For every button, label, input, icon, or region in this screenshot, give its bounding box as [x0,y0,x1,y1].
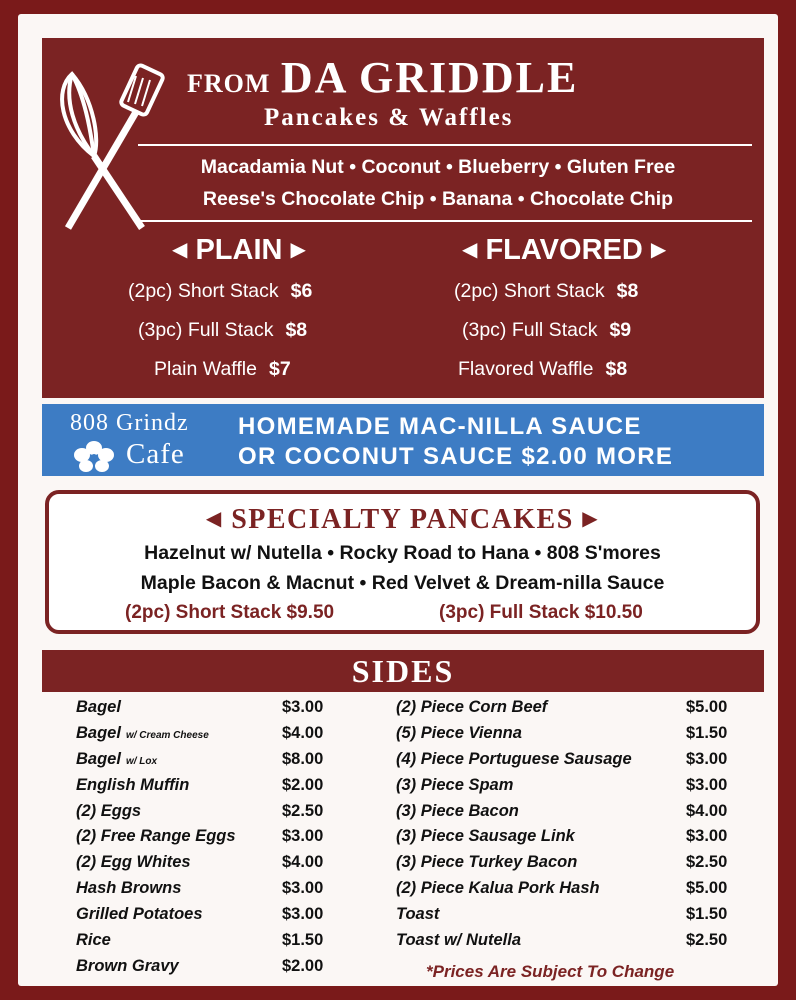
side-item-name: (2) Piece Kalua Pork Hash [396,879,600,898]
side-item-name [76,853,191,872]
left-arrow-icon: ◀ [205,508,223,530]
side-item-name [76,698,121,717]
side-item-price: $3.00 [282,879,324,898]
side-item-price: $5.00 [686,879,728,898]
side-item [396,724,740,750]
side-item-name: (4) Piece Portuguese Sausage [396,749,632,768]
side-item [396,879,740,905]
flavored-item [454,280,638,303]
side-item-price: $3.00 [686,749,728,768]
specialty-section [45,490,760,634]
side-item-price: $5.00 [686,698,728,716]
item-price: $8 [616,280,639,302]
side-item [76,853,338,879]
side-item [396,827,740,853]
plain-heading [172,234,306,267]
side-item [76,931,338,957]
item-price: $8 [285,319,308,341]
side-item-label: (2) Eggs [76,801,142,820]
side-item-name [76,827,236,846]
side-item-detail: w/ Cream Cheese [125,729,209,741]
grindz-cafe-logo [70,410,220,472]
banner-line-2: OR COCONUT SAUCE $2.00 MORE [238,443,674,470]
left-arrow-icon: ◀ [462,239,478,261]
side-item [76,879,338,905]
divider [138,220,752,222]
side-item-name: (3) Piece Spam [396,775,514,794]
side-item-name: (2) Piece Corn Beef [396,698,548,716]
side-item-name: Toast w/ Nutella [396,931,521,950]
side-item-name [76,957,179,976]
item-price: $8 [605,358,628,380]
side-item-price: $2.50 [686,931,728,950]
side-item-price: $2.00 [282,775,324,794]
side-item-name [76,879,181,898]
side-item-label: Grilled Potatoes [76,905,203,924]
item-name: (2pc) Short Stack [128,280,279,302]
side-item-price: $8.00 [282,749,324,768]
flavored-heading-label: FLAVORED [485,234,643,266]
side-item-price: $2.00 [282,956,324,975]
side-item-label: (2) Egg Whites [76,853,191,872]
plain-item [138,319,307,342]
side-item [396,776,740,802]
side-item-price: $3.00 [282,827,324,846]
side-item-price: $2.50 [686,853,728,872]
side-item-name: (3) Piece Bacon [396,801,519,820]
side-item-name [76,750,157,769]
side-item [76,750,338,776]
divider [138,144,752,146]
griddle-section [42,38,764,398]
side-item [76,698,338,724]
griddle-title-row [187,52,578,103]
side-item-name [76,931,111,950]
side-item [396,853,740,879]
side-item-name: (3) Piece Turkey Bacon [396,853,578,872]
item-name: Flavored Waffle [458,358,594,380]
specialty-line-2: Maple Bacon & Macnut • Red Velvet & Dream-nilla Sauce [140,572,665,594]
side-item-price: $4.00 [686,801,728,820]
side-item-price: $4.00 [282,853,324,872]
specialty-line-1: Hazelnut w/ Nutella • Rocky Road to Hana • 808 S'mores [144,542,661,564]
griddle-title: DA GRIDDLE [280,53,579,102]
from-label: FROM [187,69,271,98]
item-name: (2pc) Short Stack [454,280,605,302]
side-item [76,827,338,853]
flavors-line-2: Reese's Chocolate Chip • Banana • Chocolate Chip [202,188,674,210]
item-price: $9 [609,319,632,341]
specialty-title-label: SPECIALTY PANCAKES [231,504,574,535]
side-item-label: Bagel [76,698,121,716]
side-item-label: (2) Free Range Eggs [76,827,236,846]
side-item [76,905,338,931]
side-item-name: Toast [396,905,440,924]
flavored-heading [462,234,666,267]
sauce-banner [42,404,764,476]
side-item [76,776,338,802]
side-item [396,905,740,931]
side-item [396,750,740,776]
left-arrow-icon: ◀ [172,239,188,261]
side-item-name: (5) Piece Vienna [396,723,522,742]
right-arrow-icon: ▶ [290,239,306,261]
side-item [76,957,338,983]
side-item-price: $4.00 [282,723,324,742]
item-name: Plain Waffle [154,358,257,380]
item-name: (3pc) Full Stack [138,319,274,341]
plain-heading-label: PLAIN [195,234,283,266]
logo-top-text: 808 Grindz [70,410,189,436]
flavors-line-1: Macadamia Nut • Coconut • Blueberry • Gluten Free [200,156,676,178]
item-name: (3pc) Full Stack [462,319,598,341]
side-item-price: $3.00 [282,698,324,716]
right-arrow-icon: ▶ [650,239,667,261]
side-item [76,802,338,828]
side-item-name [76,802,141,821]
side-item [396,802,740,828]
hibiscus-icon [74,440,114,472]
side-item-price: $1.50 [686,905,728,924]
specialty-title [49,504,756,536]
side-item-name [76,724,209,743]
sides-left-column [76,698,338,983]
logo-bottom-text: Cafe [126,438,185,470]
side-item-name [76,905,203,924]
side-item-price: $3.00 [686,775,728,794]
side-item [76,724,338,750]
banner-line-1: HOMEMADE MAC-NILLA SAUCE [238,413,642,440]
sides-right-column [396,698,740,957]
flavored-item [458,358,627,381]
item-price: $7 [268,358,291,380]
item-price: $6 [290,280,313,302]
side-item-price: $1.50 [282,931,324,950]
specialty-full-stack: (3pc) Full Stack $10.50 [439,602,643,623]
griddle-subtitle: Pancakes & Waffles [264,104,514,131]
sides-heading: SIDES [42,650,764,692]
side-item-label: English Muffin [76,775,190,794]
side-item-name: (3) Piece Sausage Link [396,827,575,846]
specialty-short-stack: (2pc) Short Stack $9.50 [125,602,335,623]
side-item-price: $3.00 [282,905,324,924]
side-item-price: $1.50 [686,723,728,742]
price-note: *Prices Are Subject To Change [426,962,675,981]
side-item-name [76,776,189,795]
right-arrow-icon: ▶ [582,508,600,530]
side-item-label: Rice [76,931,111,950]
side-item [396,931,740,957]
side-item-label: Bagel [76,723,121,742]
plain-item [128,280,312,303]
side-item-price: $2.50 [282,801,324,820]
side-item [396,698,740,724]
side-item-label: Brown Gravy [76,956,179,975]
side-item-label: Hash Browns [76,879,182,898]
side-item-detail: w/ Lox [125,755,158,767]
side-item-label: Bagel [76,749,121,768]
plain-item [154,358,291,381]
flavored-item [462,319,631,342]
side-item-price: $3.00 [686,827,728,846]
